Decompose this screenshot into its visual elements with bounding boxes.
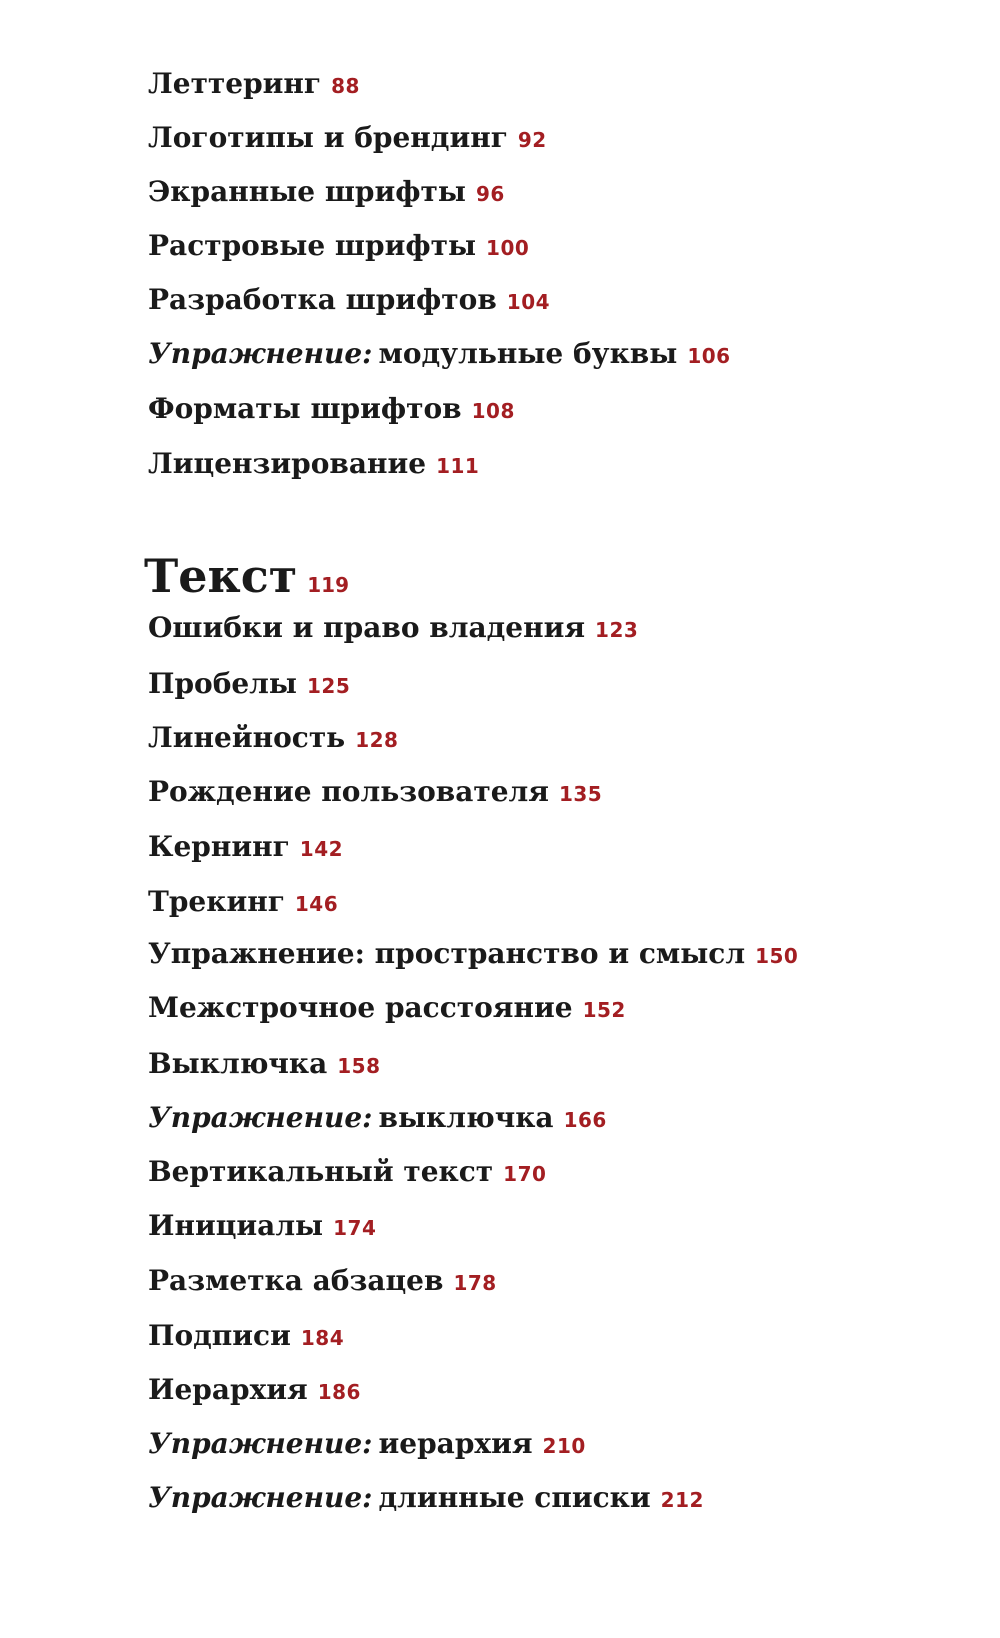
toc-entry-hierarchy[interactable] [148,1372,361,1410]
entry-title: Лицензирование [148,447,427,480]
toc-entry-captions[interactable] [148,1318,344,1356]
entry-title: Межстрочное расстояние [148,991,573,1024]
entry-title: Линейность [148,721,346,754]
entry-page-number: 212 [660,1488,704,1512]
toc-entry-spaces[interactable] [148,666,350,704]
entry-title: Выключка [148,1047,328,1080]
section-heading[interactable] [144,548,349,613]
entry-page-number: 150 [755,944,799,968]
entry-page-number: 184 [300,1326,345,1350]
entry-title: Ошибки и право владения [148,611,586,644]
entry-page-number: 146 [294,892,339,916]
entry-page-number: 128 [355,728,399,752]
toc-entry-vertical-text[interactable] [148,1154,546,1192]
entry-title: Разметка абзацев [148,1264,444,1297]
entry-page-number: 96 [475,182,505,206]
entry-title: Подписи [148,1319,291,1352]
entry-page-number: 210 [542,1434,586,1458]
toc-entry-exercise-hierarchy[interactable] [148,1426,586,1464]
entry-page-number: 178 [453,1271,497,1295]
toc-entry-alignment[interactable] [148,1046,381,1084]
entry-page-number: 186 [317,1380,361,1404]
entry-prefix: Упражнение: [148,337,373,370]
entry-page-number: 174 [333,1216,377,1240]
entry-title: Растровые шрифты [148,229,477,262]
toc-entry-user-birth[interactable] [148,774,602,812]
entry-page-number: 125 [307,674,351,698]
entry-title: Леттеринг [148,67,322,100]
entry-title: Пробелы [148,667,297,700]
section-title: Текст [144,549,298,603]
entry-title: Форматы шрифтов [148,392,462,425]
toc-entry-logos[interactable] [148,120,547,158]
toc-entry-font-formats[interactable] [148,391,515,429]
entry-title: Вертикальный текст [148,1155,494,1188]
entry-title: Экранные шрифты [148,175,466,208]
entry-page-number: 135 [558,782,603,806]
entry-page-number: 158 [337,1054,381,1078]
entry-page-number: 111 [436,454,480,478]
toc-entry-paragraph-markup[interactable] [148,1263,497,1301]
entry-page-number: 106 [687,344,731,368]
entry-prefix: Упражнение: [148,1101,373,1134]
toc-entry-initials[interactable] [148,1208,376,1246]
toc-entry-licensing[interactable] [148,446,479,484]
entry-page-number: 123 [595,618,639,642]
toc-entry-exercise-alignment[interactable] [148,1100,607,1138]
entry-prefix: Упражнение: [148,1427,373,1460]
entry-page-number: 100 [486,236,530,260]
entry-title: Разработка шрифтов [148,283,497,316]
entry-title: длинные списки [378,1481,651,1514]
toc-entry-tracking[interactable] [148,884,338,922]
entry-title: иерархия [378,1427,533,1460]
entry-page-number: 104 [506,290,551,314]
toc-entry-font-design[interactable] [148,282,550,320]
entry-title: модульные буквы [378,337,678,370]
toc-entry-bitmap-fonts[interactable] [148,228,529,266]
toc-entry-lettering[interactable] [148,66,360,104]
entry-prefix: Упражнение: [148,1481,373,1514]
entry-title: Кернинг [148,830,290,863]
entry-title: Инициалы [148,1209,324,1242]
toc-entry-exercise-space[interactable] [148,936,798,974]
entry-page-number: 88 [331,74,360,98]
toc-entry-leading[interactable] [148,990,626,1028]
entry-page-number: 108 [471,399,515,423]
toc-entry-linearity[interactable] [148,720,398,758]
entry-title: Рождение пользователя [148,775,549,808]
entry-page-number: 166 [563,1108,607,1132]
entry-page-number: 92 [517,128,547,152]
entry-title: Иерархия [148,1373,308,1406]
entry-page-number: 142 [299,837,344,861]
entry-title: Трекинг [148,885,285,918]
toc-entry-errors[interactable] [148,610,638,648]
entry-page-number: 152 [582,998,626,1022]
entry-title: Логотипы и брендинг [148,121,508,154]
toc-entry-exercise-long-lists[interactable] [148,1480,704,1518]
entry-page-number: 170 [503,1162,547,1186]
toc-entry-kerning[interactable] [148,829,343,867]
toc-entry-exercise-modular[interactable] [148,336,731,374]
section-page-number: 119 [307,573,349,597]
entry-title: Упражнение: пространство и смысл [148,937,746,970]
toc-entry-screen-fonts[interactable] [148,174,505,212]
entry-title: выключка [378,1101,554,1134]
